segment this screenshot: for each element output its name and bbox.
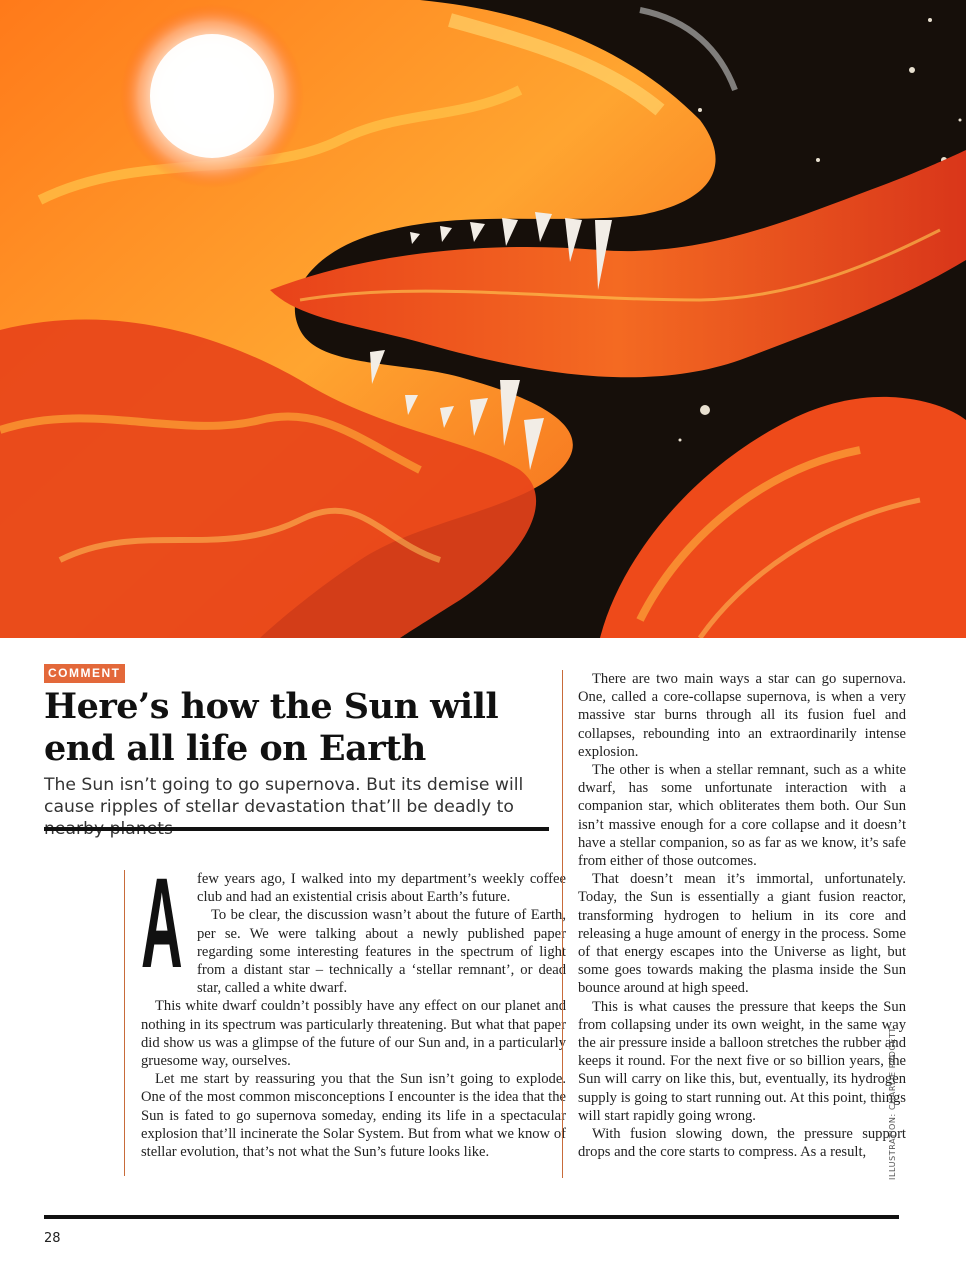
paragraph: This is what causes the pressure that keeps the Sun from collapsing under its own weight, in the same way the air pressure inside a balloon stretches the rubber and keeps it round. For the next five or so billion years, the Sun will carry on like this, but, eventually, its hydrogen supply is going to start running out. At this point, things will start rapidly going wrong. [578,998,906,1124]
section-badge: COMMENT [44,664,125,683]
paragraph: Let me start by reassuring you that the Sun isn’t going to explode. One of the most common misconceptions I encounter is the idea that the Sun is fated to go supernova someday, ending its life in a spectacular explosion that’ll incinerate the Solar System. But from what we know of stellar evolution, that’s not what the Sun’s future looks like. [141,1071,566,1161]
hero-illustration [0,0,966,638]
footer-rule [44,1215,899,1219]
headline: Here’s how the Sun will end all life on Earth [44,686,499,769]
headline-rule [44,827,549,831]
solar-beast-illustration [0,0,966,638]
paragraph: To be clear, the discussion wasn’t about the future of Earth, per se. We were talking about a newly published paper regarding some interesting features in the spectrum of light from a distant star – technically a ‘stellar remnant’, or dead star, called a white dwarf. [197,907,566,997]
paragraph: The other is when a stellar remnant, such as a white dwarf, has some unfortunate interaction with a companion star, which obliterates them both. Our Sun isn’t massive enough for a core collapse and it doesn’t have a stellar companion, so as far as we know, it’s safe from either of those outcomes. [578,762,906,870]
standfirst: The Sun isn’t going to go supernova. But its demise will cause ripples of stellar devastation that’ll be deadly to [44,775,524,817]
drop-cap: A [141,852,183,995]
body-column-2 [562,670,906,1178]
illustration-credit: ILLUSTRATION: CHARLIE PADGETT [888,1027,897,1180]
page-number: 28 [44,1231,61,1246]
paragraph: There are two main ways a star can go supernova. One, called a core-collapse supernova, is when a very massive star burns through all its fusion fuel and collapses, rebounding into an extraordinarily intense explosion. [578,671,906,760]
body-column-1 [124,852,566,1176]
paragraph: few years ago, I walked into my department’s weekly coffee club and had an existential crisis about Earth’s future. [197,871,566,906]
paragraph: That doesn’t mean it’s immortal, unfortunately. Today, the Sun is essentially a giant fusion reactor, transforming hydrogen to helium in its core and releasing a huge amount of energy in the process. Some of that energy escapes into the Universe as light, but some goes towards making the plasma inside the Sun bounce around at high speed. [578,871,906,997]
paragraph: This white dwarf couldn’t possibly have any effect on our planet and nothing in its spectrum was particularly threatening. But what that paper did show us was a glimpse of the future of our Sun and, in a particularly gruesome way, ourselves. [141,998,566,1070]
paragraph: With fusion slowing down, the pressure support drops and the core starts to compress. As a result, [578,1126,906,1161]
